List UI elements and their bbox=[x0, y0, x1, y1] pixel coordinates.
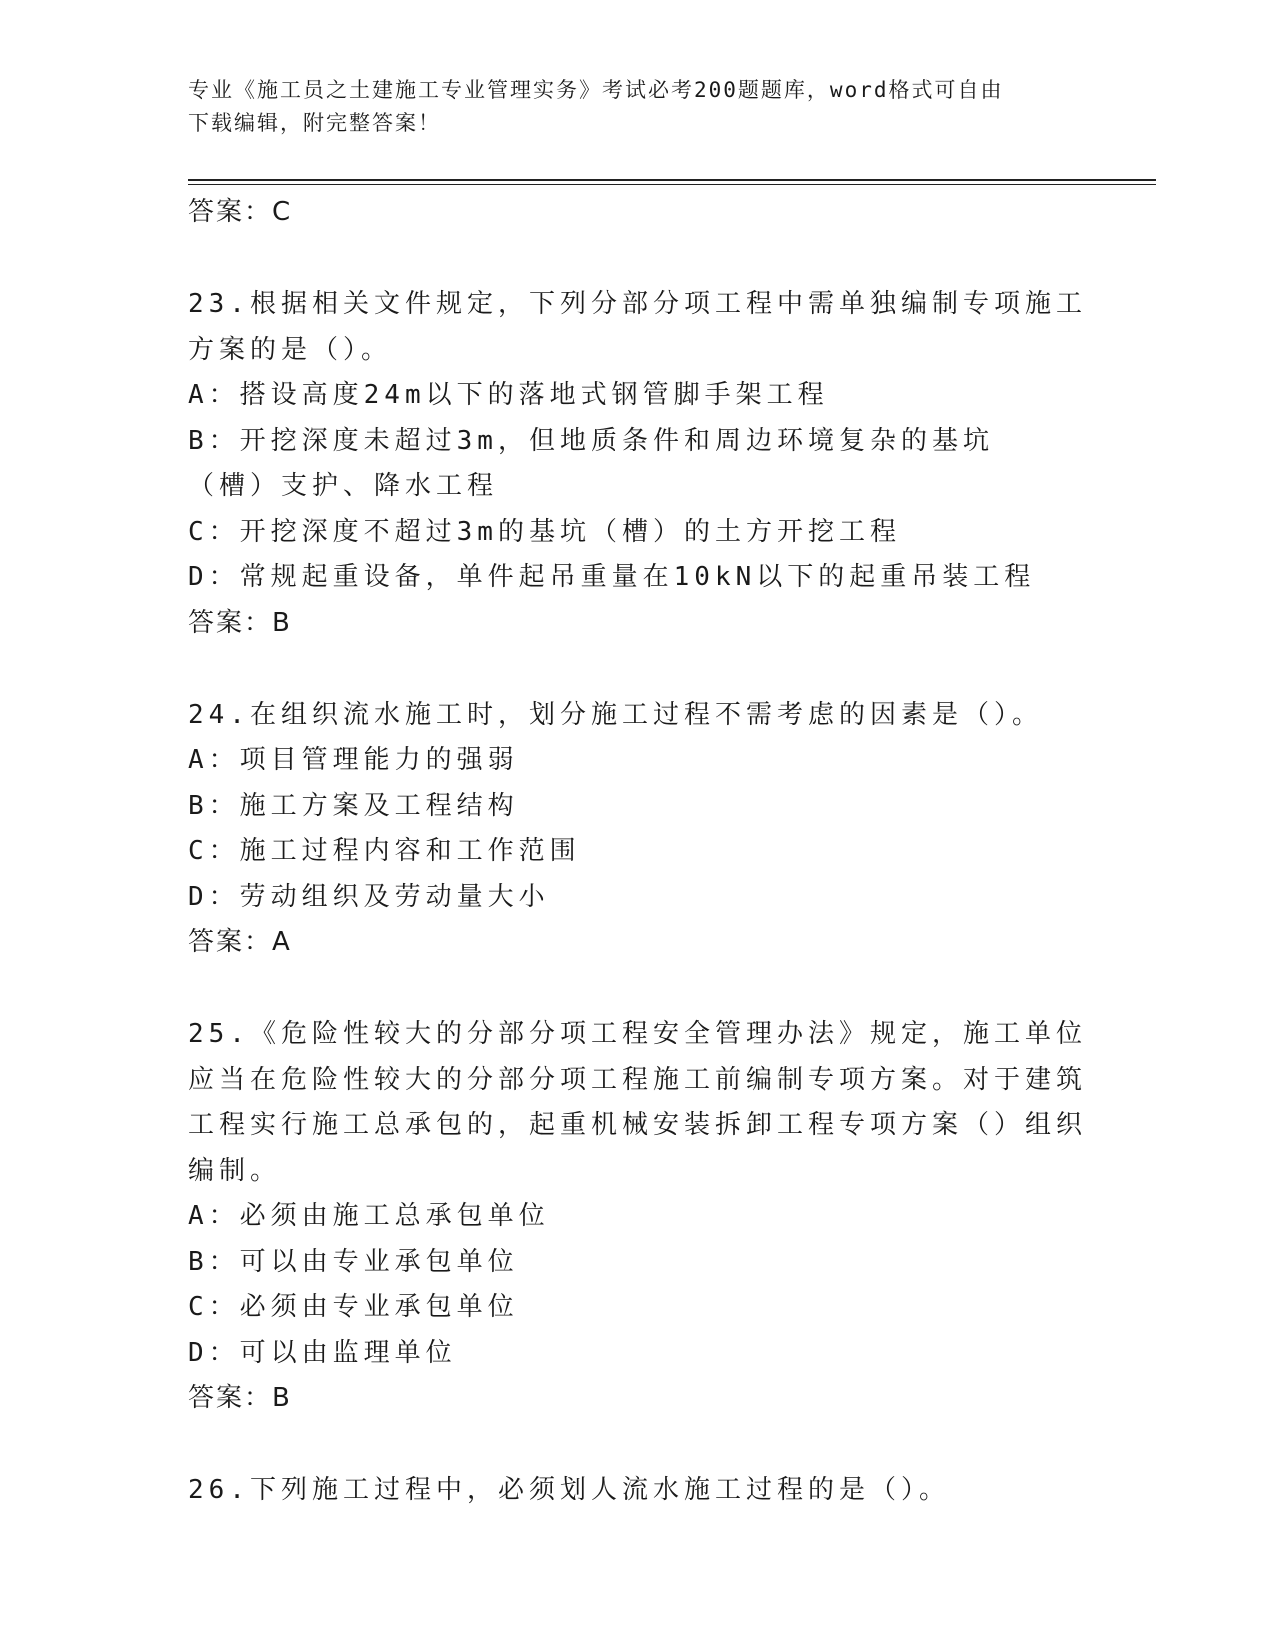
question-list bbox=[188, 190, 1088, 1514]
answer-line: 答案：A bbox=[188, 927, 292, 957]
option-a: A：项目管理能力的强弱 bbox=[188, 745, 519, 775]
question-block bbox=[188, 1468, 1088, 1514]
option-b: B：开挖深度未超过3m，但地质条件和周边环境复杂的基坑（槽）支护、降水工程 bbox=[188, 425, 994, 501]
option-d: D：可以由监理单位 bbox=[188, 1337, 457, 1368]
option-d: D：劳动组织及劳动量大小 bbox=[188, 881, 550, 912]
question-text: 26.下列施工过程中，必须划人流水施工过程的是（）。 bbox=[188, 1475, 950, 1505]
question-text: 24.在组织流水施工时，划分施工过程不需考虑的因素是（）。 bbox=[188, 699, 1043, 730]
header-rule-thick bbox=[188, 179, 1156, 181]
document-header bbox=[188, 74, 1068, 140]
option-c: C：开挖深度不超过3m的基坑（槽）的土方开挖工程 bbox=[188, 516, 901, 547]
question-block bbox=[188, 282, 1088, 645]
question-text: 25.《危险性较大的分部分项工程安全管理办法》规定，施工单位应当在危险性较大的分部分项工程施工前编制专项方案。对于建筑工程实行施工总承包的，起重机械安装拆卸工程专项方案（）组织编制。 bbox=[188, 1019, 1088, 1186]
answer-line: 答案：B bbox=[188, 1383, 292, 1413]
option-d: D：常规起重设备，单件起吊重量在10kN以下的起重吊装工程 bbox=[188, 562, 1036, 592]
question-block bbox=[188, 1012, 1088, 1420]
answer-line: 答案：B bbox=[188, 607, 292, 638]
option-b: B：可以由专业承包单位 bbox=[188, 1246, 519, 1277]
option-a: A：必须由施工总承包单位 bbox=[188, 1201, 550, 1231]
option-b: B：施工方案及工程结构 bbox=[188, 790, 519, 821]
option-c: C：施工过程内容和工作范围 bbox=[188, 836, 581, 866]
option-c: C：必须由专业承包单位 bbox=[188, 1292, 519, 1322]
header-rule-thin bbox=[188, 184, 1156, 185]
header-line-2: 下载编辑，附完整答案！ bbox=[188, 111, 441, 135]
answer-line: 答案：C bbox=[188, 197, 293, 227]
header-line-1: 专业《施工员之土建施工专业管理实务》考试必考200题题库，word格式可自由 bbox=[188, 78, 1004, 102]
question-block bbox=[188, 693, 1088, 965]
option-a: A：搭设高度24m以下的落地式钢管脚手架工程 bbox=[188, 380, 829, 410]
question-text: 23.根据相关文件规定，下列分部分项工程中需单独编制专项施工方案的是（）。 bbox=[188, 289, 1087, 365]
